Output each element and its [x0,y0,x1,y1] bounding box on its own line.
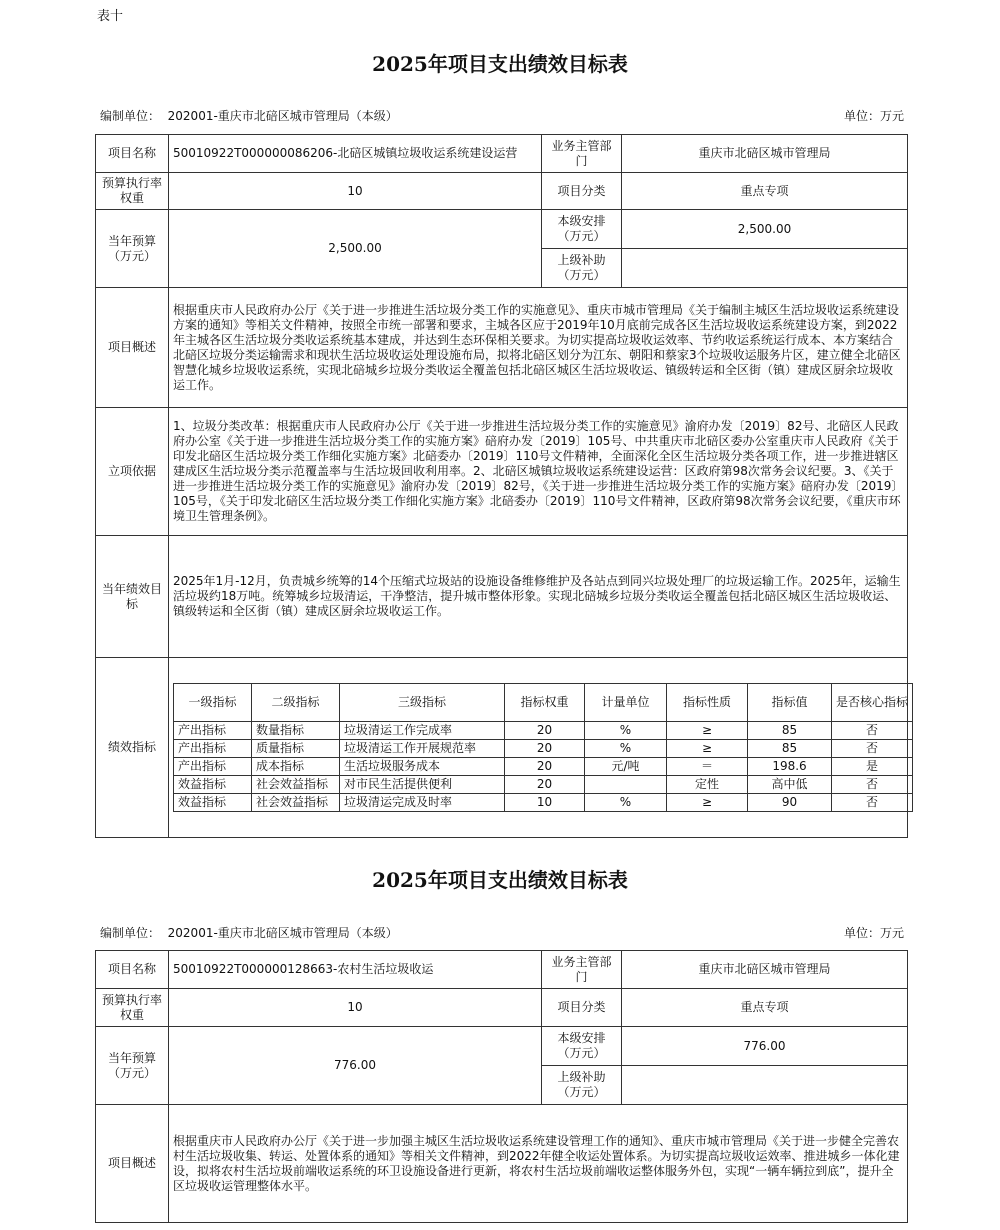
project-name-label: 项目名称 [96,951,169,989]
overview-label: 项目概述 [96,1105,169,1223]
project-name-value: 50010922T000000128663-农村生活垃圾收运 [169,951,542,989]
indicator-level3: 生活垃圾服务成本 [340,758,505,776]
upper-value [622,249,908,288]
indicators-cell [169,658,908,838]
overview-text: 根据重庆市人民政府办公厅《关于进一步推进生活垃圾分类工作的实施意见》、重庆市城市管理局《关于编制主城区生活垃圾收运系统建设方案的通知》等相关文件精神，按照全市统一部署和要求，主城各区应于2019年10月底前完成各区生活垃圾收运系统建设方案，到2022年主城各区生活垃圾分类收运系统基本建成，并达到生态环保相关要求。为切实提高垃圾收运效率、节约收运系统运行成本、本方案结合北碚区垃圾分类运输需求和现状生活垃圾收运处理设施布局，拟将北碚区划分为江东、朝阳和蔡家3个垃圾收运服务片区，建立健全北碚区智慧化城乡垃圾收运系统，实现北碚城乡垃圾分类收运全覆盖包括北碚区城区生活垃圾收运、镇级转运和全区街（镇）建成区厨余垃圾收运工作。 [169,288,908,408]
indicator-weight: 20 [505,758,585,776]
indicator-nature: ≥ [667,740,748,758]
indicator-unit: 元/吨 [585,758,667,776]
upper-label: 上级补助（万元） [542,1066,622,1105]
indicators-label: 绩效指标 [96,658,169,838]
dept-value: 重庆市北碚区城市管理局 [622,951,908,989]
indicator-level2: 数量指标 [252,722,340,740]
indicator-nature: 定性 [667,776,748,794]
indicator-level2: 社会效益指标 [252,794,340,812]
dept-value: 重庆市北碚区城市管理局 [622,135,908,173]
indicator-level2: 质量指标 [252,740,340,758]
indicator-level1: 效益指标 [174,776,252,794]
indicator-level1: 产出指标 [174,722,252,740]
weight-value: 10 [169,173,542,210]
indicator-unit: % [585,740,667,758]
indicator-header-row [174,684,913,722]
indicator-value: 85 [748,722,832,740]
indicator-value: 85 [748,740,832,758]
local-label: 本级安排（万元） [542,210,622,249]
indicator-level1: 产出指标 [174,740,252,758]
indicator-value: 高中低 [748,776,832,794]
indicator-header: 一级指标 [174,684,252,722]
indicator-weight: 10 [505,794,585,812]
overview-text: 根据重庆市人民政府办公厅《关于进一步加强主城区生活垃圾收运系统建设管理工作的通知》、重庆市城市管理局《关于进一步健全完善农村生活垃圾收集、转运、处置体系的通知》等相关文件精神，到2022年健全收运处置体系。为切实提高垃圾收运效率、推进城乡一体化建设，拟将农村生活垃圾前端收运系统的环卫设施设备进行更新，将农村生活垃圾前端收运整体服务外包，实现“一辆车辆拉到底”，提升全区垃圾收运管理整体水平。 [169,1105,908,1223]
weight-label: 预算执行率权重 [96,173,169,210]
indicator-level1: 产出指标 [174,758,252,776]
indicator-core: 否 [832,722,913,740]
indicator-header: 二级指标 [252,684,340,722]
category-value: 重点专项 [622,173,908,210]
indicator-row [174,740,913,758]
section1-title: 2025年项目支出绩效目标表 [372,52,628,76]
weight-value: 10 [169,989,542,1027]
section2-org-line [100,924,398,941]
indicator-core: 是 [832,758,913,776]
indicator-core: 否 [832,776,913,794]
indicator-unit: % [585,794,667,812]
budget-label: 当年预算（万元） [96,1027,169,1105]
indicator-nature: ≥ [667,794,748,812]
page-tag: 表十 [97,9,124,24]
indicator-level1: 效益指标 [174,794,252,812]
dept-label: 业务主管部门 [542,951,622,989]
org-label: 编制单位： [100,926,161,940]
indicator-value: 90 [748,794,832,812]
indicator-header: 三级指标 [340,684,505,722]
indicator-header: 计量单位 [585,684,667,722]
basis-text: 1、垃圾分类改革：根据重庆市人民政府办公厅《关于进一步推进生活垃圾分类工作的实施意见》渝府办发〔2019〕82号、北碚区人民政府办公室《关于进一步推进生活垃圾分类工作的实施方案》碚府办发〔2019〕105号、中共重庆市北碚区委办公室重庆市人民政府《关于印发北碚区生活垃圾分类工作细化实施方案》北碚委办〔2019〕110号文件精神，全面深化全区生活垃圾分类各项工作，进一步推进辖区建成区生活垃圾分类示范覆盖率与生活垃圾回收利用率。2、北碚区城镇垃圾收运系统建设运营：区政府第98次常务会议纪要。3、《关于进一步推进生活垃圾分类工作的实施意见》渝府办发〔2019〕82号，《关于进一步推进生活垃圾分类工作的实施方案》碚府办发〔2019〕105号，《关于印发北碚区生活垃圾分类工作细化实施方案》北碚委办〔2019〕110号文件精神，区政府第98次常务会议纪要，《重庆市环境卫生管理条例》。 [169,408,908,536]
category-label: 项目分类 [542,989,622,1027]
budget-value: 2,500.00 [169,210,542,288]
indicator-value: 198.6 [748,758,832,776]
indicator-level2: 成本指标 [252,758,340,776]
indicator-header: 指标值 [748,684,832,722]
project-name-value: 50010922T000000086206-北碚区城镇垃圾收运系统建设运营 [169,135,542,173]
section2-title: 2025年项目支出绩效目标表 [372,868,628,892]
indicator-level3: 对市民生活提供便利 [340,776,505,794]
indicator-unit: % [585,722,667,740]
project-name-label: 项目名称 [96,135,169,173]
indicator-row [174,776,913,794]
section2-table [95,950,908,1223]
indicators-table [173,683,913,812]
category-value: 重点专项 [622,989,908,1027]
section1-org-line [100,107,398,124]
goal-text: 2025年1月-12月，负责城乡统筹的14个压缩式垃圾站的设施设备维修维护及各站点到同兴垃圾处理厂的垃圾运输工作。2025年，运输生活垃圾约18万吨。统筹城乡垃圾清运，干净整洁，提升城市整体形象。实现北碚城乡垃圾分类收运全覆盖包括北碚区城区生活垃圾收运、镇级转运和全区街（镇）建成区厨余垃圾收运工作。 [169,536,908,658]
indicator-row [174,794,913,812]
local-label: 本级安排（万元） [542,1027,622,1066]
indicator-core: 否 [832,794,913,812]
goal-label: 当年绩效目标 [96,536,169,658]
indicator-level3: 垃圾清运完成及时率 [340,794,505,812]
budget-value: 776.00 [169,1027,542,1105]
indicator-level3: 垃圾清运工作开展规范率 [340,740,505,758]
org-value: 202001-重庆市北碚区城市管理局（本级） [167,926,398,940]
budget-label: 当年预算（万元） [96,210,169,288]
indicator-level2: 社会效益指标 [252,776,340,794]
indicator-level3: 垃圾清运工作完成率 [340,722,505,740]
upper-value [622,1066,908,1105]
weight-label: 预算执行率权重 [96,989,169,1027]
section1-table [95,134,908,838]
basis-label: 立项依据 [96,408,169,536]
indicator-nature: ≥ [667,722,748,740]
local-value: 2,500.00 [622,210,908,249]
indicator-weight: 20 [505,722,585,740]
indicator-header: 指标性质 [667,684,748,722]
section2-unit: 单位：万元 [843,926,904,940]
overview-label: 项目概述 [96,288,169,408]
upper-label: 上级补助（万元） [542,249,622,288]
indicator-unit [585,776,667,794]
org-value: 202001-重庆市北碚区城市管理局（本级） [167,109,398,123]
indicator-header: 指标权重 [505,684,585,722]
local-value: 776.00 [622,1027,908,1066]
indicator-row [174,758,913,776]
indicator-weight: 20 [505,740,585,758]
indicator-weight: 20 [505,776,585,794]
indicator-nature: ＝ [667,758,748,776]
org-label: 编制单位： [100,109,161,123]
section1-unit: 单位：万元 [843,109,904,123]
dept-label: 业务主管部门 [542,135,622,173]
category-label: 项目分类 [542,173,622,210]
indicator-row [174,722,913,740]
indicator-core: 否 [832,740,913,758]
indicator-header: 是否核心指标 [832,684,913,722]
